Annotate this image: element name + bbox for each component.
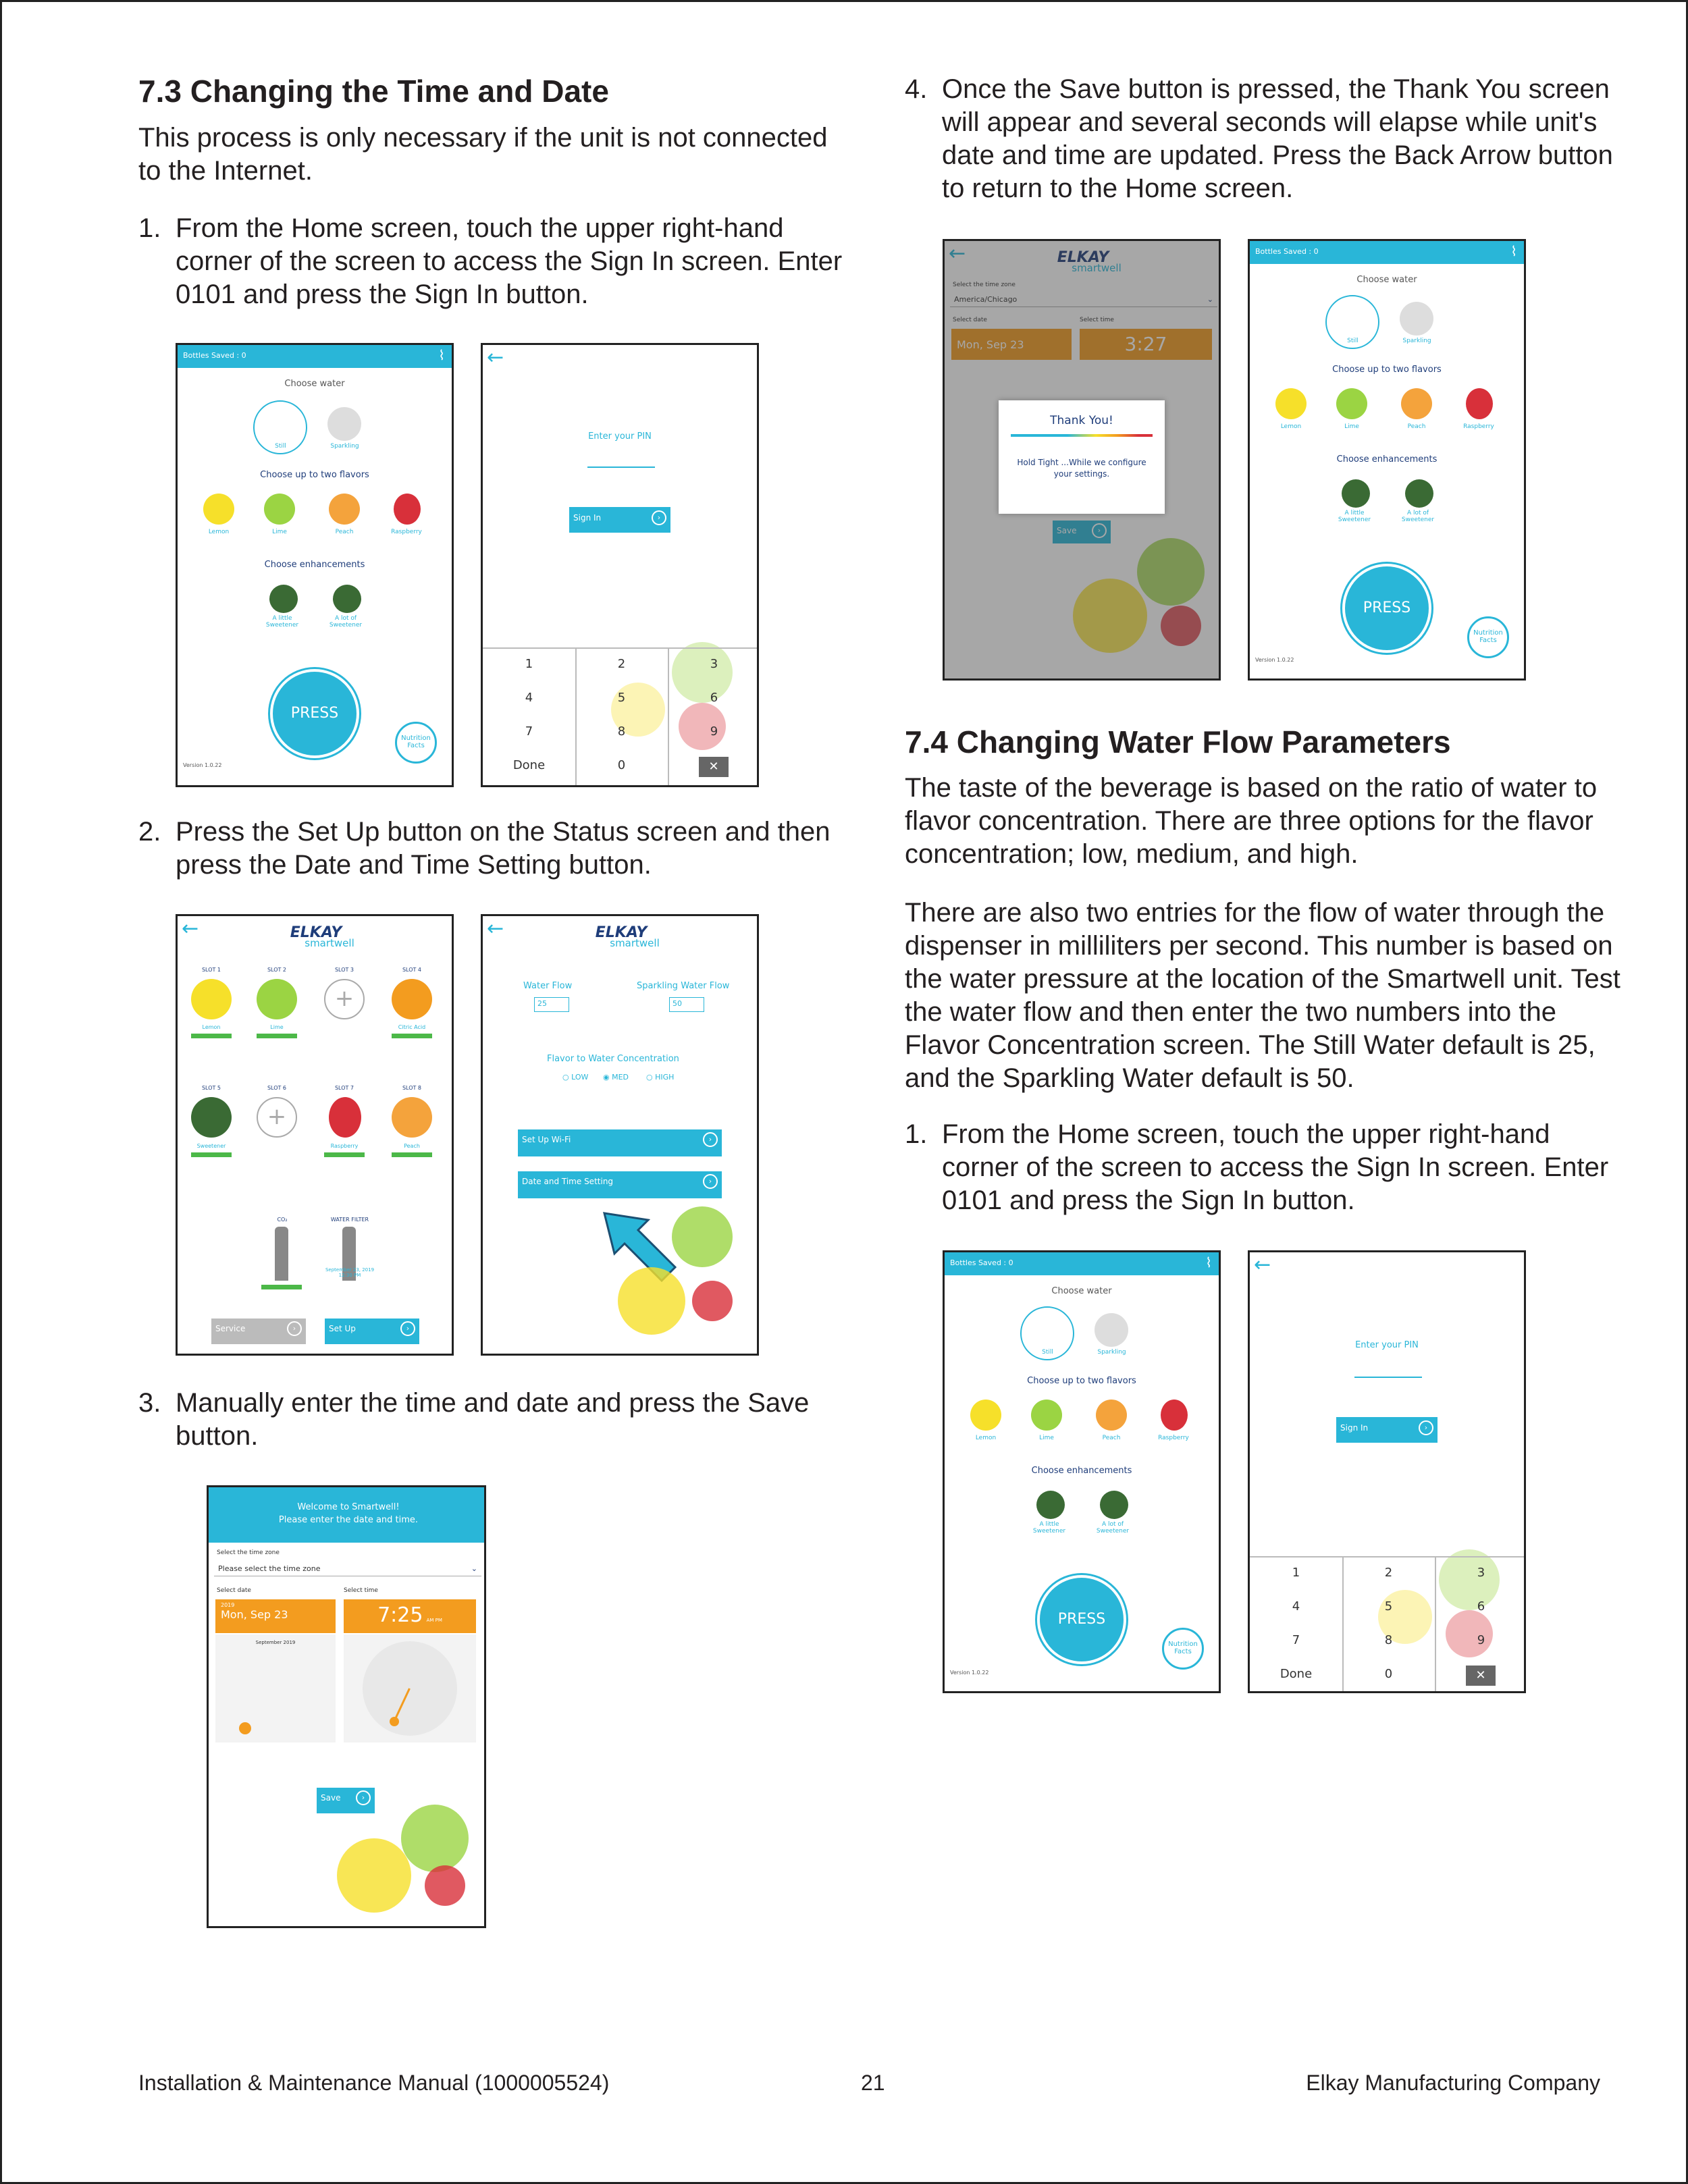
save-label: Save: [321, 1793, 341, 1803]
go-icon: ›: [703, 1174, 718, 1189]
wifi-setup-label: Set Up Wi-Fi: [522, 1135, 571, 1144]
key-6[interactable]: 6: [710, 691, 718, 705]
enh-label: A lot of Sweetener: [1096, 1521, 1130, 1535]
sign-in-button[interactable]: [1336, 1417, 1438, 1443]
med-option[interactable]: ◉ MED: [603, 1073, 629, 1082]
step-text: Once the Save button is pressed, the Thank You screen will appear and several seconds will elapse while unit's date and time are updated. Press the Back Arrow button to return to the Home screen.: [942, 74, 1613, 203]
bottles-saved: Bottles Saved : 0: [1255, 247, 1319, 256]
lime-decoration: [672, 1206, 733, 1267]
pin-input[interactable]: [1354, 1377, 1422, 1378]
key-1[interactable]: 1: [1292, 1566, 1300, 1580]
choose-water-label: Choose water: [1051, 1286, 1112, 1296]
bottles-saved: Bottles Saved : 0: [183, 351, 246, 360]
slot-name: Lemon: [202, 1024, 221, 1030]
status-screen-screenshot: [176, 914, 454, 1356]
welcome-banner: [209, 1487, 486, 1543]
page-number: 21: [861, 2071, 885, 2095]
co2-label: CO₂: [277, 1217, 288, 1223]
flavor-label: Lime: [1344, 423, 1359, 430]
low-option[interactable]: ○ LOW: [562, 1073, 589, 1082]
version-label: Version 1.0.22: [950, 1670, 989, 1676]
tz-placeholder: Please select the time zone: [218, 1564, 321, 1573]
flavor-label: Lemon: [975, 1435, 997, 1441]
lemon-icon[interactable]: [203, 494, 234, 525]
flavor-label: Raspberry: [1463, 423, 1494, 430]
water-flow-label: Water Flow: [523, 981, 573, 991]
nutrition-facts-button[interactable]: Nutrition Facts: [1162, 1628, 1204, 1670]
flavor-label: Lime: [1039, 1435, 1054, 1441]
key-5[interactable]: 5: [617, 691, 626, 705]
raspberry-decoration: [425, 1865, 465, 1906]
choose-enhancements-label: Choose enhancements: [1031, 1466, 1132, 1476]
elkay-logo: [571, 924, 672, 949]
logo-text: ELKAY: [290, 924, 342, 941]
slot-label: SLOT 5: [201, 1085, 221, 1091]
progress-bar: [1011, 434, 1153, 437]
level-bar: [392, 1152, 432, 1157]
keypad-divider: [1250, 1556, 1526, 1557]
set-up-label: Set Up: [329, 1324, 356, 1333]
year: 2019: [221, 1602, 235, 1608]
service-label: Service: [215, 1324, 246, 1333]
peach-icon[interactable]: [392, 1097, 432, 1138]
peach-icon[interactable]: [1401, 388, 1432, 419]
choose-flavors-label: Choose up to two flavors: [260, 470, 369, 480]
sparkling-label: Sparkling: [1097, 1349, 1126, 1356]
modal-message: Hold Tight ...While we configure your settings.: [1017, 458, 1146, 479]
slot-label: SLOT 6: [267, 1085, 287, 1091]
go-icon: ›: [703, 1132, 718, 1147]
slot-label: SLOT 7: [334, 1085, 354, 1091]
section-7-4-para2: There are also two entries for the flow of water through the dispenser in milliliters per second. This number is based on the water pressure at the location of the Smartwell unit. Test the water flow and then enter the two numbers into the Flavor Concentration screen. The Still Water default is 25, and the Sparkling Water default is 50.: [905, 898, 1620, 1093]
step-text: From the Home screen, touch the upper right-hand corner of the screen to access the Sign In screen. Enter 0101 and press the Sign In button.: [176, 213, 843, 309]
slot-label: SLOT 2: [267, 967, 287, 973]
sign-in-label: Sign In: [573, 513, 602, 523]
key-9[interactable]: 9: [1477, 1633, 1485, 1647]
step-number: 3.: [138, 1388, 161, 1418]
sparkling-water-button[interactable]: [1400, 302, 1433, 336]
step-4: [905, 73, 1620, 208]
citric-acid-icon[interactable]: [392, 979, 432, 1019]
raspberry-icon[interactable]: [1161, 1400, 1188, 1431]
lemon-icon[interactable]: [191, 979, 232, 1019]
step-text: Manually enter the time and date and press the Save button.: [176, 1388, 810, 1451]
filter-date: September 23, 2019 12:30 PM: [325, 1267, 375, 1278]
lemon-decoration: [618, 1267, 685, 1335]
press-button[interactable]: PRESS: [1342, 564, 1431, 653]
step-number: 4.: [905, 74, 928, 104]
date-time-button[interactable]: [518, 1171, 722, 1198]
press-button[interactable]: PRESS: [270, 669, 359, 758]
slot-name: Peach: [404, 1143, 420, 1149]
date-label: Select date: [217, 1587, 251, 1594]
calendar-month: September 2019: [255, 1640, 296, 1645]
lemon-decoration: [337, 1838, 411, 1913]
date-label: Select date: [953, 317, 987, 323]
high-label: HIGH: [655, 1073, 675, 1082]
version-label: Version 1.0.22: [183, 762, 222, 768]
time-display[interactable]: 3:27: [1080, 329, 1212, 360]
co2-level-bar: [261, 1285, 302, 1289]
date-value: Mon, Sep 23: [221, 1608, 288, 1621]
section-7-4-heading: 7.4 Changing Water Flow Parameters: [905, 724, 1451, 760]
footer-manual: Installation & Maintenance Manual (1000005524): [138, 2071, 610, 2095]
slot-name: Sweetener: [196, 1143, 226, 1149]
home-screen-screenshot: [1248, 239, 1526, 681]
key-2[interactable]: 2: [617, 657, 626, 671]
flavor-label: Peach: [335, 529, 354, 535]
back-arrow-icon[interactable]: ←: [487, 346, 504, 369]
set-up-button[interactable]: [325, 1319, 419, 1344]
key-4[interactable]: 4: [1292, 1599, 1300, 1614]
go-icon: ›: [400, 1321, 415, 1336]
sign-in-button[interactable]: [569, 507, 670, 533]
version-label: Version 1.0.22: [1255, 657, 1294, 663]
key-4[interactable]: 4: [525, 691, 533, 705]
back-arrow-icon[interactable]: ←: [1254, 1253, 1271, 1277]
sparkling-water-button[interactable]: [327, 407, 361, 441]
modal-title: Thank You!: [1050, 414, 1113, 427]
step-number: 2.: [138, 817, 161, 847]
choose-enhancements-label: Choose enhancements: [1336, 454, 1438, 464]
lime-icon[interactable]: [257, 979, 297, 1019]
raspberry-decoration: [692, 1281, 733, 1321]
wifi-setup-button[interactable]: [518, 1129, 722, 1156]
enh-label: A little Sweetener: [1338, 510, 1371, 523]
timezone-select[interactable]: [214, 1562, 481, 1576]
lemon-icon[interactable]: [1275, 388, 1307, 419]
med-label: MED: [612, 1073, 629, 1082]
key-0[interactable]: 0: [1384, 1667, 1393, 1681]
date-time-label: Date and Time Setting: [522, 1177, 614, 1186]
step-1: [138, 212, 854, 313]
enh-label: A lot of Sweetener: [329, 615, 363, 629]
sparkling-flow-label: Sparkling Water Flow: [637, 981, 730, 991]
choose-water-label: Choose water: [284, 379, 345, 389]
water-flow-input[interactable]: 25: [534, 997, 569, 1012]
welcome-subtitle: Please enter the date and time.: [278, 1515, 419, 1525]
little-sweetener-icon[interactable]: [269, 585, 298, 613]
logo-sub: smartwell: [610, 937, 660, 949]
backspace-icon[interactable]: ✕: [1466, 1666, 1496, 1686]
flavor-label: Lime: [272, 529, 287, 535]
press-button[interactable]: PRESS: [1037, 1575, 1126, 1664]
section-7-4-para1: The taste of the beverage is based on the ratio of water to flavor concentration. There are three options for the flavor concentration; low, medium, and high.: [905, 773, 1598, 869]
step-number: 1.: [905, 1119, 928, 1149]
lime-icon[interactable]: [264, 494, 295, 525]
add-slot-icon[interactable]: +: [257, 1097, 297, 1138]
key-8[interactable]: 8: [1384, 1633, 1393, 1647]
date-display[interactable]: Mon, Sep 23: [951, 329, 1072, 360]
sparkling-flow-input[interactable]: 50: [669, 997, 704, 1012]
flavor-label: Peach: [1407, 423, 1426, 430]
enh-label: A little Sweetener: [265, 615, 299, 629]
pin-label: Enter your PIN: [588, 431, 652, 442]
wifi-off-icon[interactable]: ⌇: [1510, 243, 1517, 259]
step-1-flow: [905, 1118, 1620, 1219]
back-arrow-icon[interactable]: ←: [182, 917, 199, 940]
tz-label: Select the time zone: [953, 282, 1016, 288]
elkay-logo: [265, 924, 367, 949]
still-label: Still: [275, 443, 286, 450]
go-icon: ›: [1092, 523, 1107, 538]
concentration-label: Flavor to Water Concentration: [547, 1054, 679, 1064]
co2-tank-icon: [275, 1227, 288, 1281]
key-1[interactable]: 1: [525, 657, 533, 671]
level-bar: [324, 1152, 365, 1157]
step-number: 1.: [138, 213, 161, 243]
chevron-down-icon: ⌄: [471, 1564, 477, 1573]
keypad-divider: [483, 647, 759, 649]
time-value: 7:25: [377, 1603, 423, 1627]
section-7-3-intro: This process is only necessary if the unit is not connected to the Internet.: [138, 123, 828, 186]
time-display[interactable]: [344, 1599, 476, 1633]
section-7-3-heading: 7.3 Changing the Time and Date: [138, 74, 609, 109]
level-bar: [392, 1034, 432, 1038]
flavor-label: Raspberry: [1158, 1435, 1189, 1441]
lemon-icon[interactable]: [970, 1400, 1001, 1431]
slot-name: Raspberry: [330, 1143, 359, 1149]
flavor-label: Raspberry: [391, 529, 422, 535]
raspberry-icon[interactable]: [394, 494, 421, 525]
slot-label: SLOT 3: [334, 967, 354, 973]
key-2[interactable]: 2: [1384, 1566, 1393, 1580]
pin-screen-screenshot: [481, 343, 759, 787]
slot-name: Citric Acid: [398, 1024, 426, 1030]
flavor-label: Peach: [1102, 1435, 1121, 1441]
key-3[interactable]: 3: [1477, 1566, 1485, 1580]
level-bar: [191, 1034, 232, 1038]
lime-icon[interactable]: [1031, 1400, 1062, 1431]
key-8[interactable]: 8: [617, 724, 626, 739]
sparkling-label: Sparkling: [330, 443, 359, 450]
pin-input[interactable]: [587, 467, 655, 468]
top-bar: [945, 1252, 1219, 1275]
key-5[interactable]: 5: [1384, 1599, 1393, 1614]
save-button[interactable]: [317, 1788, 375, 1813]
pin-label: Enter your PIN: [1355, 1340, 1419, 1350]
low-label: LOW: [571, 1073, 589, 1082]
sparkling-label: Sparkling: [1402, 338, 1431, 344]
bottles-saved: Bottles Saved : 0: [950, 1258, 1013, 1267]
chevron-down-icon: ⌄: [1207, 295, 1213, 304]
top-bar: [178, 345, 452, 368]
add-slot-icon[interactable]: +: [324, 979, 365, 1019]
slot-label: SLOT 4: [402, 967, 422, 973]
little-sweetener-icon[interactable]: [1342, 479, 1370, 508]
date-time-screen-screenshot: [207, 1485, 486, 1928]
choose-flavors-label: Choose up to two flavors: [1027, 1376, 1136, 1386]
go-icon: ›: [356, 1790, 371, 1805]
home-screen-screenshot: [176, 343, 454, 787]
sign-in-label: Sign In: [1340, 1423, 1369, 1433]
flavor-label: Lemon: [1280, 423, 1302, 430]
slot-label: SLOT 8: [402, 1085, 422, 1091]
sparkling-water-button[interactable]: [1094, 1313, 1128, 1347]
lot-sweetener-icon[interactable]: [1405, 479, 1433, 508]
key-done[interactable]: Done: [512, 758, 546, 772]
nutrition-facts-button[interactable]: Nutrition Facts: [1467, 616, 1509, 658]
slot-name: Lime: [270, 1024, 284, 1030]
choose-flavors-label: Choose up to two flavors: [1332, 365, 1442, 375]
nutrition-facts-button[interactable]: Nutrition Facts: [395, 722, 437, 764]
key-6[interactable]: 6: [1477, 1599, 1485, 1614]
logo-sub: smartwell: [305, 937, 354, 949]
flavor-label: Lemon: [208, 529, 230, 535]
clock-picker[interactable]: [344, 1634, 476, 1742]
wifi-off-icon[interactable]: ⌇: [1205, 1254, 1212, 1271]
logo-text: ELKAY: [595, 924, 648, 941]
choose-water-label: Choose water: [1356, 275, 1417, 285]
step-text: Press the Set Up button on the Status screen and then press the Date and Time Setting button.: [176, 817, 830, 880]
tz-value: America/Chicago: [954, 295, 1018, 304]
enh-label: A little Sweetener: [1032, 1521, 1066, 1535]
tz-label: Select the time zone: [217, 1549, 280, 1556]
ampm: AM PM: [426, 1618, 442, 1623]
go-icon: ›: [287, 1321, 302, 1336]
wifi-off-icon[interactable]: ⌇: [438, 347, 445, 363]
peach-icon[interactable]: [1096, 1400, 1127, 1431]
backspace-icon[interactable]: ✕: [699, 757, 729, 777]
key-done[interactable]: Done: [1280, 1667, 1313, 1681]
key-0[interactable]: 0: [617, 758, 626, 772]
go-icon: ›: [1419, 1420, 1433, 1435]
thank-you-screen-screenshot: [943, 239, 1221, 681]
water-filter-label: WATER FILTER: [330, 1217, 369, 1223]
raspberry-icon[interactable]: [329, 1097, 361, 1138]
sweetener-icon[interactable]: [191, 1097, 232, 1138]
enh-label: A lot of Sweetener: [1401, 510, 1435, 523]
lot-sweetener-icon[interactable]: [1100, 1491, 1128, 1519]
level-bar: [257, 1034, 297, 1038]
little-sweetener-icon[interactable]: [1036, 1491, 1065, 1519]
logo-sub: smartwell: [1072, 262, 1122, 274]
thank-you-modal: [999, 400, 1165, 514]
lime-icon[interactable]: [1336, 388, 1367, 419]
key-7[interactable]: 7: [1292, 1633, 1300, 1647]
service-button[interactable]: [211, 1319, 306, 1344]
lime-decoration: [401, 1805, 469, 1872]
logo-text: ELKAY: [1057, 249, 1109, 266]
step-text: From the Home screen, touch the upper right-hand corner of the screen to access the Sign In screen. Enter 0101 and press the Sign In button.: [942, 1119, 1609, 1215]
welcome-title: Welcome to Smartwell!: [297, 1502, 400, 1512]
choose-enhancements-label: Choose enhancements: [264, 560, 365, 570]
lot-sweetener-icon[interactable]: [333, 585, 361, 613]
peach-icon[interactable]: [329, 494, 360, 525]
back-arrow-icon[interactable]: ←: [487, 917, 504, 940]
clock-handle[interactable]: [390, 1717, 399, 1726]
save-label: Save: [1057, 526, 1077, 535]
key-7[interactable]: 7: [525, 724, 533, 739]
raspberry-icon[interactable]: [1466, 388, 1493, 419]
home-screen-screenshot: [943, 1250, 1221, 1693]
slot-label: SLOT 1: [201, 967, 221, 973]
time-label: Select time: [1080, 317, 1114, 323]
date-display[interactable]: [215, 1599, 336, 1633]
still-label: Still: [1347, 338, 1359, 344]
setup-screen-screenshot: [481, 914, 759, 1356]
footer-company: Elkay Manufacturing Company: [1306, 2071, 1600, 2095]
calendar[interactable]: [215, 1634, 336, 1742]
time-label: Select time: [344, 1587, 378, 1594]
step-2: [138, 816, 854, 883]
high-option[interactable]: ○ HIGH: [646, 1073, 675, 1082]
key-9[interactable]: 9: [710, 724, 718, 739]
go-icon: ›: [652, 510, 666, 525]
step-3: [138, 1387, 854, 1454]
still-label: Still: [1042, 1349, 1053, 1356]
level-bar: [191, 1152, 232, 1157]
key-3[interactable]: 3: [710, 657, 718, 671]
selected-day[interactable]: [239, 1722, 251, 1734]
back-arrow-icon[interactable]: ←: [949, 242, 966, 265]
pin-screen-screenshot: [1248, 1250, 1526, 1693]
top-bar: [1250, 241, 1524, 264]
